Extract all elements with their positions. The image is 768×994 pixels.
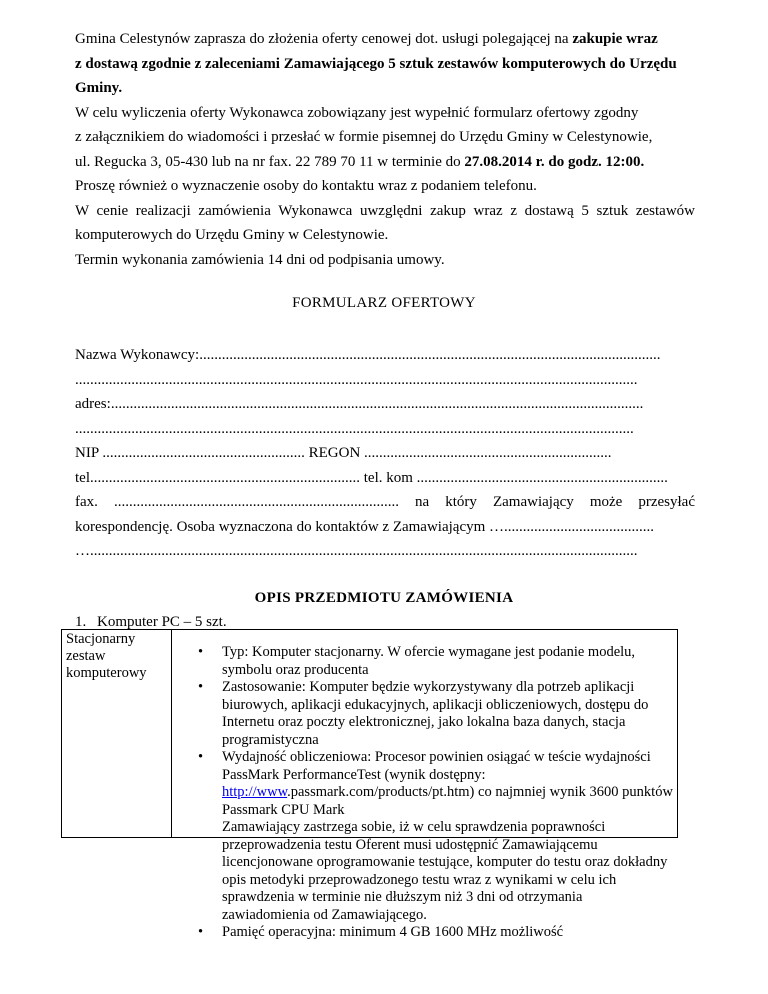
passmark-link[interactable]: http://www (222, 784, 288, 800)
intro-paragraph (75, 27, 695, 272)
spec-bullet-memory: • Pamięć operacyjna: minimum 4 GB 1600 MHz możliwość (198, 924, 564, 940)
intro-line-2: z dostawą zgodnie z zaleceniami Zamawiającego 5 sztuk zestawów komputerowych do Urzędu (75, 55, 677, 72)
contractor-name-field-cont: ...................................................................................................................................................... (75, 371, 638, 388)
intro-line-5: z załącznikiem do wiadomości i przesłać w formie pisemnej do Urzędu Gminy w Celestynowie, (75, 129, 653, 145)
spec-bullet-type: • Typ: Komputer stacjonarny. W ofercie wymagane jest podanie modelu, symbolu oraz producenta (198, 644, 636, 678)
intro-line-7: Proszę również o wyznaczenie osoby do kontaktu wraz z podaniem telefonu. (75, 178, 537, 194)
contractor-name-field: Nazwa Wykonawcy:........................................................................................................................... (75, 347, 661, 363)
bullet-icon: • (198, 924, 204, 940)
spec-table (61, 629, 678, 940)
address-field-cont: ..................................................................................................................................................... (75, 420, 634, 437)
intro-line-3: Gminy. (75, 80, 123, 96)
item-number: 1. (75, 614, 87, 630)
bullet-icon: • (198, 749, 204, 765)
intro-line-9: komputerowych do Urzędu Gminy w Celestynowie. (75, 227, 389, 243)
intro-line-1: Gmina Celestynów zaprasza do złożenia oferty cenowej dot. usługi polegającej na zakupie wraz (75, 31, 658, 47)
spec-bullet-performance: • Wydajność obliczeniowa: Procesor powinien osiągać w teście wydajności PassMark PerformanceTest (wynik dostępny: http://www.passmark.com/products/pt.htm) co najmniej wynik 3600 punktów Passmark CPU Mark Zamawiający zastrzega sobie, iż w celu sprawdzenia poprawności przeprowadzenia testu Oferent musi udostępnić Zamawiającemu licencjonowane oprogramowanie testujące, komputer do testu oraz dokładny opis metodyki przeprowadzonego testu wraz z wynikami w celu ich sprawdzenia w terminie nie dłuższym niż 3 dni od otrzymania zawiadomienia od Zamawiającego. (198, 749, 673, 923)
intro-line-10: Termin wykonania zamówienia 14 dni od podpisania umowy. (75, 251, 445, 268)
fax-field: fax. ............................................................................ na który Zamawiający może przesyłać (75, 494, 695, 510)
intro-line-8: W cenie realizacji zamówienia Wykonawca uwzględni zakup wraz z dostawą 5 sztuk zestawów (75, 202, 695, 219)
spec-bullet-list (173, 644, 677, 942)
section-title: OPIS PRZEDMIOTU ZAMÓWIENIA (254, 590, 514, 606)
intro-line-4: W celu wyliczenia oferty Wykonawca zobowiązany jest wypełnić formularz ofertowy zgodny (75, 104, 639, 121)
phone-field: tel........................................................................ tel. kom ................................................................... (75, 469, 668, 486)
bullet-icon: • (198, 644, 204, 660)
item-label: Komputer PC – 5 szt. (97, 614, 227, 630)
offer-form (75, 343, 695, 564)
nip-regon-field: NIP ...................................................... REGON .................................................................. (75, 445, 612, 461)
contact-person-field: korespondencję. Osoba wyznaczona do kontaktów z Zamawiającym …........................................ (75, 518, 655, 535)
bullet-icon: • (198, 679, 204, 695)
intro-line-6: ul. Regucka 3, 05-430 lub na nr fax. 22 789 70 11 w terminie do 27.08.2014 r. do godz. 12:00. (75, 153, 645, 170)
spec-row-label: Stacjonarny zestaw komputerowy (62, 630, 172, 837)
address-field: adres:.............................................................................................................................................. (75, 396, 644, 412)
spec-content (173, 644, 677, 942)
performance-test-note: Zamawiający zastrzega sobie, iż w celu sprawdzenia poprawności przeprowadzenia testu Oferent musi udostępnić Zamawiającemu licencjonowane oprogramowanie testujące, komputer do testu oraz dokładny opis metodyki przeprowadzonego testu wraz z wynikami w celu ich sprawdzenia w terminie nie dłuższym niż 3 dni od otrzymania zawiadomienia od Zamawiającego. (222, 819, 668, 923)
spec-bullet-usage: • Zastosowanie: Komputer będzie wykorzystywany dla potrzeb aplikacji biurowych, aplikacji edukacyjnych, aplikacji obliczeniowych, dostępu do Internetu oraz poczty elektronicznej, jako lokalna baza danych, stacja programistyczna (198, 679, 649, 748)
form-title: FORMULARZ OFERTOWY (292, 295, 476, 311)
contact-person-field-cont: ….................................................................................................................................................. (75, 543, 638, 559)
